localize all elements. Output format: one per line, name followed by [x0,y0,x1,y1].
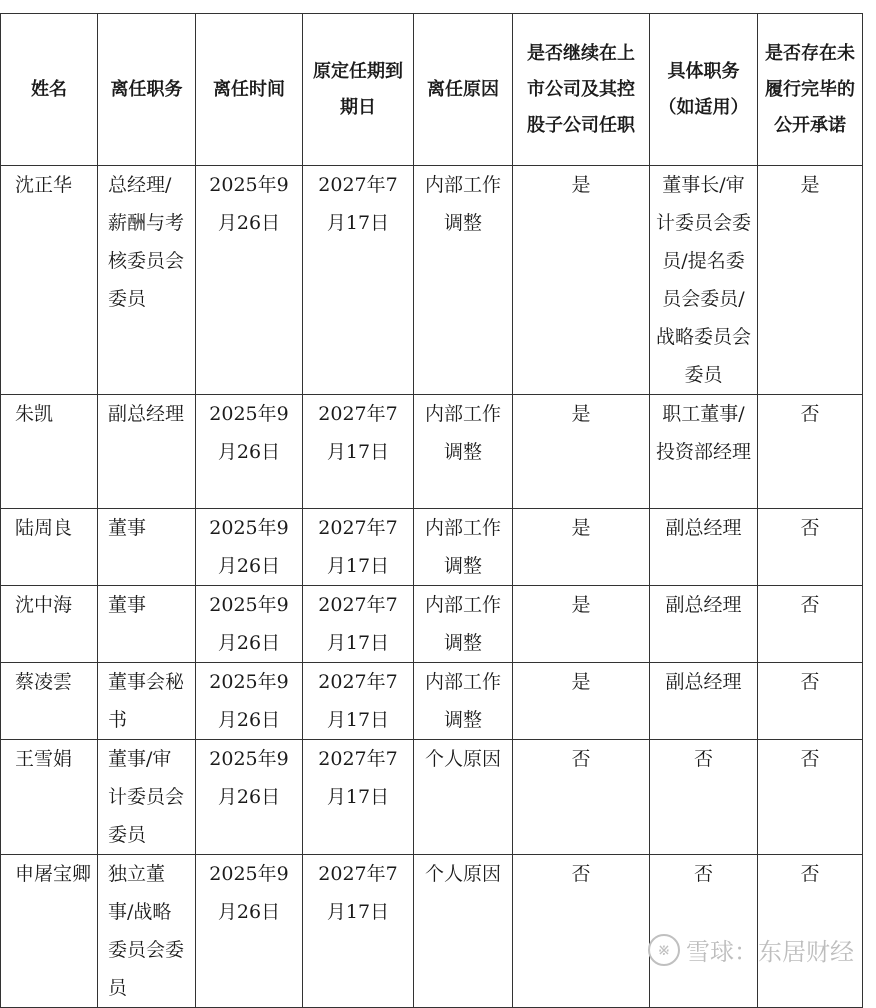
role-cell: 董事会秘书 [98,663,196,740]
continue-cell: 是 [513,509,650,586]
name-cell: 陆周良 [1,509,98,586]
header-cell: 离任职务 [98,14,196,166]
due-cell: 2027年7月17日 [303,395,414,509]
name-cell: 申屠宝卿 [1,855,98,1008]
pending-cell: 否 [758,509,863,586]
pending-cell: 否 [758,855,863,1008]
table-row [1,740,863,855]
reason-cell: 内部工作调整 [414,395,513,509]
date-cell: 2025年9月26日 [196,166,303,395]
date-cell: 2025年9月26日 [196,586,303,663]
table-row [1,509,863,586]
role-cell: 总经理/薪酬与考核委员会委员 [98,166,196,395]
date-cell: 2025年9月26日 [196,855,303,1008]
name-cell: 沈中海 [1,586,98,663]
position-cell: 职工董事/投资部经理 [650,395,758,509]
reason-cell: 个人原因 [414,855,513,1008]
role-cell: 董事/审计委员会委员 [98,740,196,855]
date-cell: 2025年9月26日 [196,663,303,740]
table-row [1,166,863,395]
position-cell: 副总经理 [650,586,758,663]
continue-cell: 否 [513,740,650,855]
reason-cell: 内部工作调整 [414,663,513,740]
header-cell: 是否继续在上市公司及其控股子公司任职 [513,14,650,166]
table-row [1,663,863,740]
snowball-logo-icon: ※ [648,934,680,966]
due-cell: 2027年7月17日 [303,586,414,663]
continue-cell: 是 [513,166,650,395]
due-cell: 2027年7月17日 [303,740,414,855]
role-cell: 副总经理 [98,395,196,509]
name-cell: 蔡凌雲 [1,663,98,740]
header-row [1,14,863,166]
table-row [1,395,863,509]
pending-cell: 是 [758,166,863,395]
date-cell: 2025年9月26日 [196,740,303,855]
position-cell: 否 [650,740,758,855]
pending-cell: 否 [758,740,863,855]
watermark [648,932,854,967]
role-cell: 董事 [98,509,196,586]
date-cell: 2025年9月26日 [196,395,303,509]
reason-cell: 内部工作调整 [414,509,513,586]
reason-cell: 内部工作调整 [414,586,513,663]
position-cell: 否 [650,855,758,1008]
position-cell: 副总经理 [650,509,758,586]
continue-cell: 是 [513,395,650,509]
continue-cell: 是 [513,586,650,663]
reason-cell: 个人原因 [414,740,513,855]
due-cell: 2027年7月17日 [303,166,414,395]
header-cell: 具体职务（如适用） [650,14,758,166]
pending-cell: 否 [758,663,863,740]
reason-cell: 内部工作调整 [414,166,513,395]
role-cell: 董事 [98,586,196,663]
due-cell: 2027年7月17日 [303,855,414,1008]
position-cell: 副总经理 [650,663,758,740]
name-cell: 沈正华 [1,166,98,395]
date-cell: 2025年9月26日 [196,509,303,586]
header-cell: 是否存在未履行完毕的公开承诺 [758,14,863,166]
watermark-text: 雪球：东居财经 [686,938,854,966]
name-cell: 王雪娟 [1,740,98,855]
header-cell: 姓名 [1,14,98,166]
due-cell: 2027年7月17日 [303,509,414,586]
header-cell: 离任原因 [414,14,513,166]
pending-cell: 否 [758,586,863,663]
header-cell: 原定任期到期日 [303,14,414,166]
continue-cell: 是 [513,663,650,740]
position-cell: 董事长/审计委员会委员/提名委员会委员/战略委员会委员 [650,166,758,395]
role-cell: 独立董事/战略委员会委员 [98,855,196,1008]
pending-cell: 否 [758,395,863,509]
continue-cell: 否 [513,855,650,1008]
name-cell: 朱凯 [1,395,98,509]
table-row [1,586,863,663]
resignation-table [0,13,863,1008]
header-cell: 离任时间 [196,14,303,166]
due-cell: 2027年7月17日 [303,663,414,740]
table-row [1,855,863,1008]
